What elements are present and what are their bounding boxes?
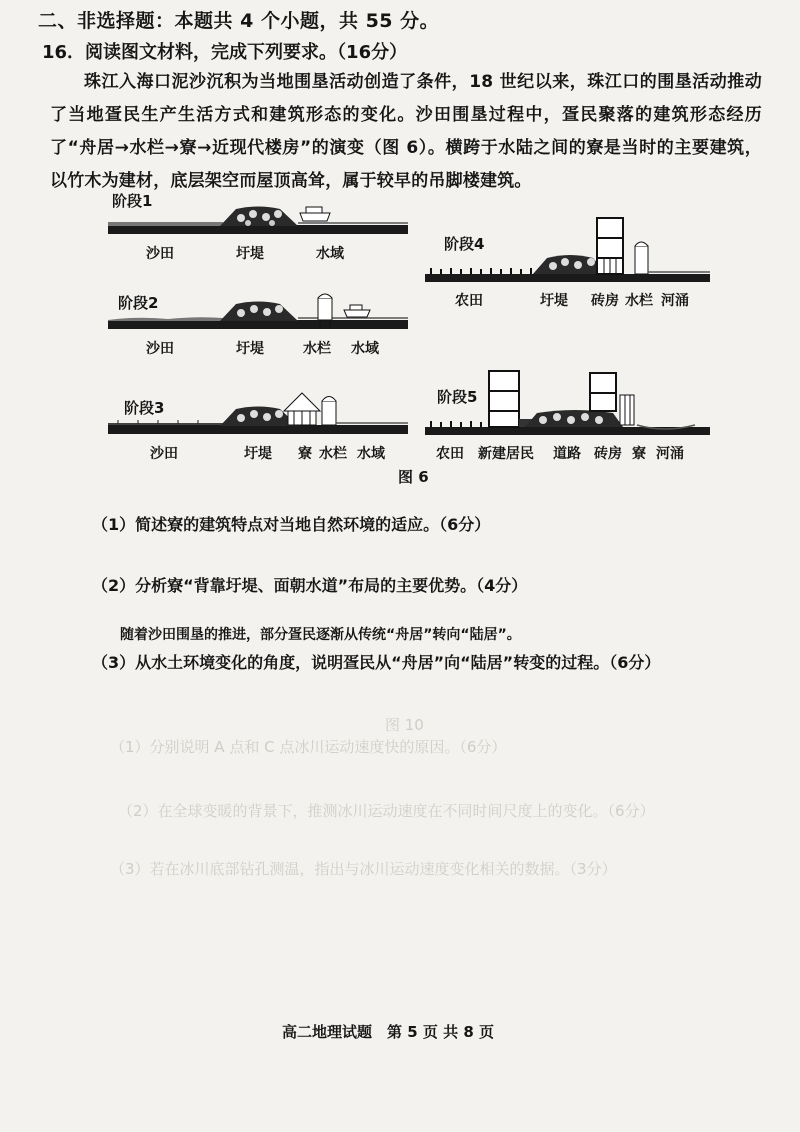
stage-1-title: 阶段1 xyxy=(112,192,153,210)
page-footer: 高二地理试题 第 5 页 共 8 页 xyxy=(282,1023,494,1041)
sub-question-2: （2）分析寮“背靠圩堤、面朝水道”布局的主要优势。（4分） xyxy=(92,576,528,595)
stage-4-label-brick: 砖房 xyxy=(591,293,619,309)
stage-5-label-farmland: 农田 xyxy=(436,446,464,462)
stage-4-label-farmland: 农田 xyxy=(455,293,483,309)
stage-3-label-dike: 圩堤 xyxy=(244,446,272,462)
stage-3-label-water: 水域 xyxy=(357,446,385,462)
stage-5-label-new-houses: 新建居民 xyxy=(478,446,534,462)
question-title: 16．阅读图文材料，完成下列要求。（16分） xyxy=(42,42,408,63)
stage-2-label-water: 水域 xyxy=(351,341,379,357)
context-note: 随着沙田围垦的推进，部分疍民逐渐从传统“舟居”转向“陆居”。 xyxy=(120,627,521,643)
stage-2-label-dike: 圩堤 xyxy=(236,341,264,357)
bleed-through-line: （3）若在冰川底部钻孔测温，指出与冰川运动速度变化相关的数据。（3分） xyxy=(110,860,617,878)
bleed-through-figure-label: 图 10 xyxy=(385,716,424,734)
stage-5-label-liao: 寮 xyxy=(632,446,646,462)
stage-1-label-shatian: 沙田 xyxy=(146,246,174,262)
section-title: 二、非选择题：本题共 4 个小题，共 55 分。 xyxy=(38,10,440,32)
stage-3-label-liao: 寮 xyxy=(298,446,312,462)
stage-3-label-stilt: 水栏 xyxy=(319,446,347,462)
stage-2-label-stilt: 水栏 xyxy=(303,341,331,357)
stage-1-diagram xyxy=(108,205,408,240)
stage-5-title: 阶段5 xyxy=(437,388,478,406)
sub-question-1: （1）简述寮的建筑特点对当地自然环境的适应。（6分） xyxy=(92,515,491,534)
stage-1-label-water: 水域 xyxy=(316,246,344,262)
stage-2-title: 阶段2 xyxy=(118,294,159,312)
figure-caption: 图 6 xyxy=(398,468,429,486)
stage-5-label-river: 河涌 xyxy=(656,446,684,462)
stage-5-diagram xyxy=(425,365,710,440)
stage-4-label-dike: 圩堤 xyxy=(540,293,568,309)
question-passage: 珠江入海口泥沙沉积为当地围垦活动创造了条件，18 世纪以来，珠江口的围垦活动推动了当地疍民生产生活方式和建筑形态的变化。沙田围垦过程中，疍民聚落的建筑形态经历了“舟居→水栏→寮→近现代楼房”的演变（图 6）。横跨于水陆之间的寮是当时的主要建筑，以竹木为建材，底层架空而屋顶高耸，属于较早的吊脚楼建筑。 xyxy=(50,72,762,191)
stage-4-diagram xyxy=(425,212,710,287)
stage-4-label-stilt: 水栏 xyxy=(625,293,653,309)
stage-3-title: 阶段3 xyxy=(124,399,165,417)
bleed-through-line: （1）分别说明 A 点和 C 点冰川运动速度快的原因。（6分） xyxy=(110,738,507,756)
bleed-through-line: （2）在全球变暖的背景下，推测冰川运动速度在不同时间尺度上的变化。（6分） xyxy=(118,802,655,820)
stage-1-label-dike: 圩堤 xyxy=(236,246,264,262)
sub-question-3: （3）从水土环境变化的角度，说明疍民从“舟居”向“陆居”转变的过程。（6分） xyxy=(92,653,661,672)
stage-3-label-shatian: 沙田 xyxy=(150,446,178,462)
stage-4-title: 阶段4 xyxy=(444,235,485,253)
stage-5-label-road: 道路 xyxy=(553,446,581,462)
stage-4-label-river: 河涌 xyxy=(661,293,689,309)
stage-2-label-shatian: 沙田 xyxy=(146,341,174,357)
stage-2-diagram xyxy=(108,290,408,335)
stage-3-diagram xyxy=(108,385,408,440)
stage-5-label-brick: 砖房 xyxy=(594,446,622,462)
